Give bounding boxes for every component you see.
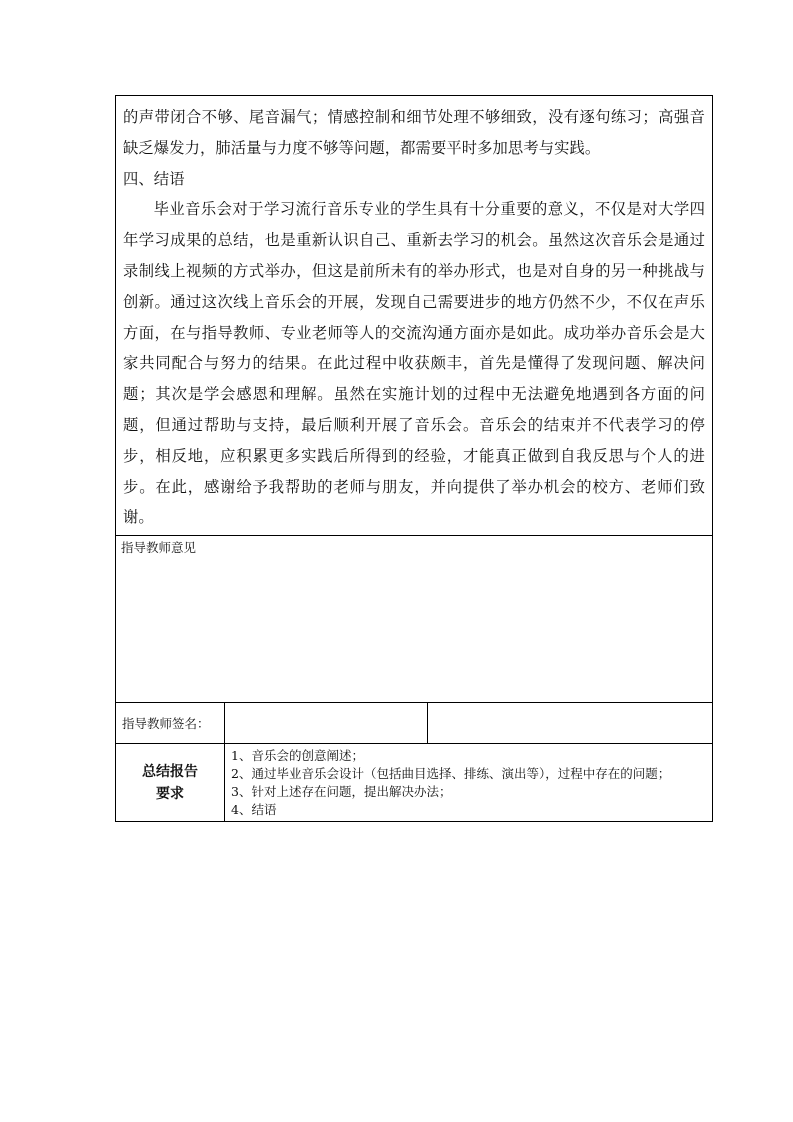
requirements-label-line2: 要求 bbox=[156, 785, 184, 802]
advisor-signature-field[interactable] bbox=[225, 703, 428, 744]
advisor-signature-row bbox=[116, 703, 713, 744]
requirements-list bbox=[225, 744, 713, 822]
advisor-signature-label: 指导教师签名： bbox=[116, 703, 225, 744]
report-table bbox=[115, 95, 713, 822]
requirements-label bbox=[116, 744, 225, 822]
report-body-row bbox=[116, 96, 713, 536]
paragraph-continuation: 的声带闭合不够、尾音漏气；情感控制和细节处理不够细致，没有逐句练习；高强音缺乏爆发力，肺活量与力度不够等问题，都需要平时多加思考与实践。 bbox=[123, 108, 706, 157]
requirements-label-line1: 总结报告 bbox=[142, 763, 198, 780]
advisor-opinion-label: 指导教师意见 bbox=[121, 540, 197, 556]
requirement-item: 1、音乐会的创意阐述； bbox=[231, 748, 364, 764]
requirements-row bbox=[116, 744, 713, 822]
requirement-item: 3、针对上述存在问题，提出解决办法； bbox=[231, 784, 452, 800]
conclusion-paragraph: 毕业音乐会对于学习流行音乐专业的学生具有十分重要的意义，不仅是对大学四年学习成果的总结，也是重新认识自己、重新去学习的机会。虽然这次音乐会是通过录制线上视频的方式举办，但这是前所未有的举办形式，也是对自身的另一种挑战与创新。通过这次线上音乐会的开展，发现自己需要进步的地方仍然不少，不仅在声乐方面，在与指导教师、专业老师等人的交流沟通方面亦是如此。成功举办音乐会是大家共同配合与努力的结果。在此过程中收获颇丰，首先是懂得了发现问题、解决问题；其次是学会感恩和理解。虽然在实施计划的过程中无法避免地遇到各方面的问题，但通过帮助与支持，最后顺利开展了音乐会。音乐会的结束并不代表学习的停步，相反地，应积累更多实践后所得到的经验，才能真正做到自我反思与个人的进步。在此，感谢给予我帮助的老师与朋友，并向提供了举办机会的校方、老师们致谢。 bbox=[123, 200, 706, 527]
requirement-item: 2、通过毕业音乐会设计（包括曲目选择、排练、演出等），过程中存在的问题； bbox=[231, 766, 671, 782]
advisor-opinion-cell bbox=[116, 536, 713, 703]
report-body-cell bbox=[116, 96, 713, 536]
advisor-opinion-row bbox=[116, 536, 713, 703]
advisor-signature-date-field[interactable] bbox=[428, 703, 713, 744]
requirement-item: 4、结语 bbox=[231, 802, 277, 818]
section-heading: 四、结语 bbox=[123, 169, 185, 188]
